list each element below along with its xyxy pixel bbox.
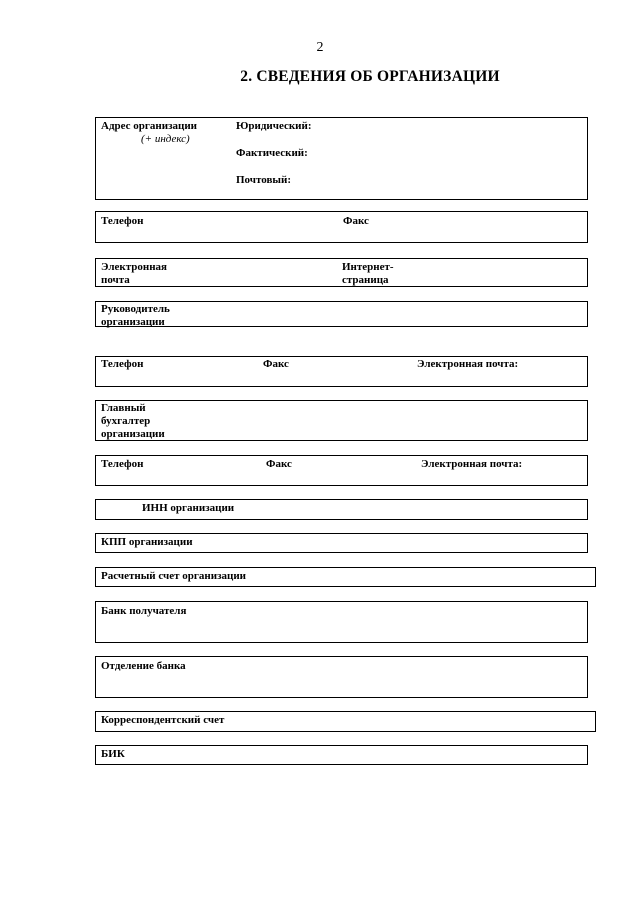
org-website-label-2: страница xyxy=(342,274,389,286)
org-contact-box xyxy=(95,211,588,243)
head-fax-label: Факс xyxy=(263,358,289,370)
accountant-email-label: Электронная почта: xyxy=(421,458,523,470)
head-label-1: Руководитель xyxy=(101,303,170,315)
branch-label: Отделение банка xyxy=(101,660,186,672)
accountant-label-1: Главный xyxy=(101,402,146,414)
bik-label: БИК xyxy=(101,748,125,760)
postal-address-label: Почтовый: xyxy=(236,174,291,186)
actual-address-label: Фактический: xyxy=(236,147,308,159)
org-phone-label: Телефон xyxy=(101,215,144,227)
accountant-phone-label: Телефон xyxy=(101,458,144,470)
head-phone-label: Телефон xyxy=(101,358,144,370)
legal-address-label: Юридический: xyxy=(236,120,312,132)
page-title: 2. СВЕДЕНИЯ ОБ ОРГАНИЗАЦИИ xyxy=(240,68,500,85)
head-label-2: организации xyxy=(101,316,165,328)
org-email-label-1: Электронная xyxy=(101,261,167,273)
inn-label: ИНН организации xyxy=(142,502,235,514)
bank-label: Банк получателя xyxy=(101,605,187,617)
org-fax-label: Факс xyxy=(343,215,369,227)
page-number: 2 xyxy=(316,40,324,55)
org-email-label-2: почта xyxy=(101,274,130,286)
org-website-label-1: Интернет- xyxy=(342,261,394,273)
accountant-label-3: организации xyxy=(101,428,165,440)
accountant-label-2: бухгалтер xyxy=(101,415,151,427)
head-email-label: Электронная почта: xyxy=(417,358,519,370)
bik-box xyxy=(95,745,588,765)
kpp-label: КПП организации xyxy=(101,536,193,548)
accountant-fax-label: Факс xyxy=(266,458,292,470)
address-label: Адрес организации xyxy=(101,120,197,132)
accountant-box xyxy=(95,400,588,441)
address-hint: (+ индекс) xyxy=(141,133,190,145)
account-label: Расчетный счет организации xyxy=(101,570,247,582)
corr-account-label: Корреспондентский счет xyxy=(101,714,225,726)
